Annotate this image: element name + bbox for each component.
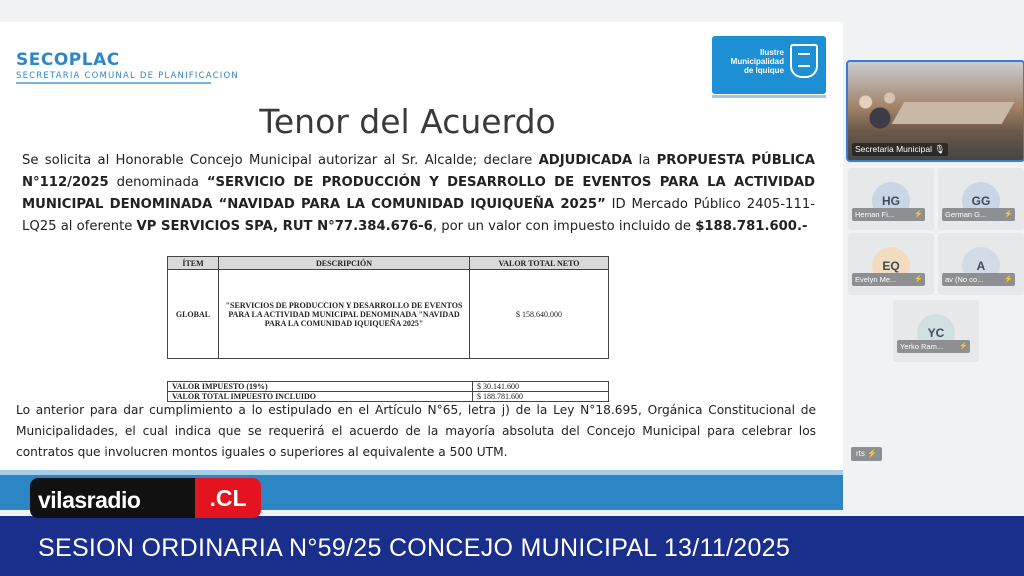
- tax-value: $ 30.141.600: [473, 382, 609, 392]
- brand-name: vilasradio: [38, 487, 141, 513]
- logo-line-2: Municipalidad: [730, 57, 784, 66]
- para-bold-1: ADJUDICADA: [538, 153, 633, 168]
- table-header-value: VALOR TOTAL NETO: [470, 257, 609, 270]
- video-label-text: Secretaria Municipal: [855, 144, 933, 154]
- para-bold-5: $188.781.600.-: [695, 219, 808, 234]
- video-tile-label: [852, 143, 948, 156]
- shield-icon: [790, 44, 818, 78]
- participant-name-text: Yerko Ram...: [900, 342, 944, 351]
- participant-name-text: German G...: [945, 210, 987, 219]
- participant-name-text: av (No co...: [945, 275, 984, 284]
- table-header-item: ÍTEM: [168, 257, 219, 270]
- table-row: [168, 270, 609, 359]
- totals-table: [167, 381, 609, 402]
- brand-tld: .CL: [195, 478, 261, 518]
- video-desk: [892, 102, 1015, 124]
- table-header-description: DESCRIPCIÓN: [219, 257, 470, 270]
- avatar: GG: [962, 182, 1000, 220]
- rts-text: rts: [856, 449, 865, 458]
- para-text-1: Se solicita al Honorable Concejo Municipal autorizar al Sr. Alcalde; declare: [22, 153, 539, 168]
- participant-tile-yc[interactable]: [893, 300, 979, 362]
- mic-muted-icon: ⚡: [1004, 276, 1013, 283]
- table-cell-description: "SERVICIOS DE PRODUCCION Y DESARROLLO DE EVENTOS PARA LA ACTIVIDAD MUNICIPAL DENOMINADA "NAVIDAD PARA LA COMUNIDAD IQUIQUEÑA 2025": [219, 270, 470, 359]
- para-text-5: , por un valor con impuesto incluido de: [432, 219, 696, 234]
- presentation-slide: [0, 22, 843, 510]
- items-table: [167, 256, 609, 359]
- para-text-3: denominada: [108, 175, 207, 190]
- municipality-logo: [712, 36, 826, 94]
- mic-muted-icon: ⚡: [914, 276, 923, 283]
- avatar: HG: [872, 182, 910, 220]
- avatar: A: [962, 247, 1000, 285]
- mic-muted-icon: ⚡: [867, 449, 878, 458]
- participant-tile-a[interactable]: [938, 233, 1024, 295]
- mic-muted-icon: ⚡: [914, 211, 923, 218]
- total-value: $ 188.781.600: [473, 392, 609, 402]
- participant-tile-eq[interactable]: [848, 233, 934, 295]
- participant-name: [897, 340, 970, 353]
- tax-label: VALOR IMPUESTO (19%): [168, 382, 473, 392]
- mic-muted-icon: ⚡: [959, 343, 968, 350]
- participant-name: [942, 208, 1015, 221]
- org-subtitle: SECRETARIA COMUNAL DE PLANIFICACION: [16, 71, 239, 81]
- mic-muted-icon: ⚡: [1004, 211, 1013, 218]
- table-cell-item: GLOBAL: [168, 270, 219, 359]
- para-text-4: ID Mercado Público 2405-111-LQ25 al oferente: [22, 197, 815, 234]
- participant-name-text: Evelyn Me...: [855, 275, 897, 284]
- participant-name: [852, 208, 925, 221]
- logo-text: [718, 48, 784, 75]
- avatar: YC: [917, 314, 955, 352]
- mic-icon: 🎙: [934, 144, 946, 154]
- session-ticker: SESION ORDINARIA N°59/25 CONCEJO MUNICIPAL 13/11/2025: [38, 534, 791, 562]
- video-tile-active-speaker[interactable]: [846, 60, 1024, 162]
- participant-tile-hg[interactable]: [848, 168, 934, 230]
- org-underline: [16, 82, 211, 84]
- para-text-2: la: [632, 153, 657, 168]
- avatar: EQ: [872, 247, 910, 285]
- table-row: [168, 382, 609, 392]
- logo-strip: [712, 95, 826, 98]
- para-bold-2: PROPUESTA PÚBLICA N°112/2025: [22, 153, 815, 190]
- logo-line-1: Ilustre: [759, 48, 784, 57]
- agreement-paragraph: [22, 150, 815, 238]
- logo-line-3: de Iquique: [744, 66, 784, 75]
- para-bold-4: VP SERVICIOS SPA, RUT N°77.384.676-6: [136, 219, 433, 234]
- para-bold-3: “SERVICIO DE PRODUCCIÓN Y DESARROLLO DE EVENTOS PARA LA ACTIVIDAD MUNICIPAL DENOMINADA “NAVIDAD PARA LA COMUNIDAD IQUIQUEÑA 2025”: [22, 175, 815, 212]
- closing-paragraph: Lo anterior para dar cumplimiento a lo estipulado en el Artículo N°65, letra j) de la Ley N°18.695, Orgánica Constitucional de Municipalidades, el cual indica que se requerirá el acuerdo de la mayoría absoluta del Concejo Municipal para celebrar los contratos que involucren montos iguales o superiores al equivalente a 500 UTM.: [16, 403, 816, 459]
- participant-name: [942, 273, 1015, 286]
- rts-participant-label[interactable]: [851, 447, 882, 461]
- video-people: [856, 90, 904, 130]
- org-name: SECOPLAC: [16, 50, 120, 70]
- participant-tile-gg[interactable]: [938, 168, 1024, 230]
- slide-title: Tenor del Acuerdo: [259, 102, 556, 141]
- table-cell-value: $ 158.640.000: [470, 270, 609, 359]
- participant-name-text: Hernan Fi...: [855, 210, 895, 219]
- total-label: VALOR TOTAL IMPUESTO INCLUIDO: [168, 392, 473, 402]
- participant-name: [852, 273, 925, 286]
